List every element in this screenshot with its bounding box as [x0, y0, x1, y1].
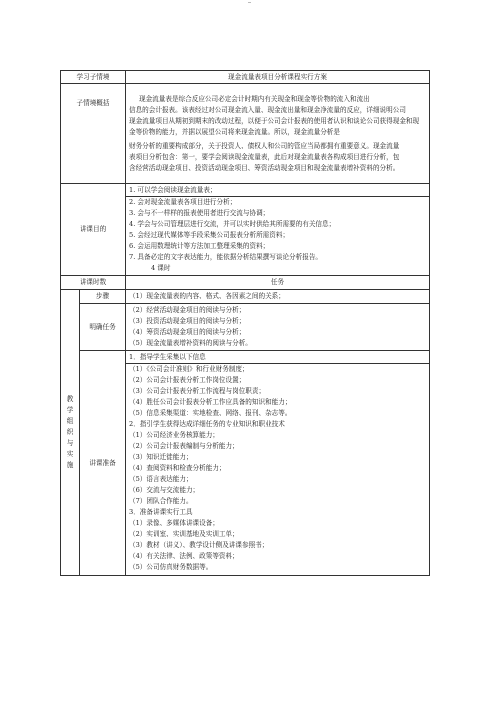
- goals-row: [61, 184, 430, 276]
- goal-item: 3. 会与不一样样的报表使用者进行交流与协调；: [129, 209, 270, 217]
- prep-item: （3）知识迁徙能力；: [129, 453, 193, 461]
- overview-line: 信息的会计报表。该表经过对公司现金流入量、现金流出量和现金净流量的反应，详细说明公司: [129, 105, 406, 114]
- steps-row: [61, 290, 430, 304]
- prep-item: （5）信息采集渠道：实地检查、网络、报刊、杂志等。: [129, 409, 292, 417]
- course-plan-table: [60, 70, 430, 576]
- goals-label: 讲课目的: [61, 184, 126, 276]
- goal-item: 7. 具备必定的文字表达能力，能依据分析结果撰写谈论分析报告。: [129, 253, 323, 261]
- hours-label: 讲课时数: [61, 276, 126, 290]
- overview-content: [126, 84, 430, 184]
- prep-item: （1）录像、多媒体讲课设备；: [129, 519, 219, 527]
- hours-row: [61, 276, 430, 290]
- overview-row: [61, 84, 430, 184]
- tasks-content: [126, 304, 430, 351]
- prep-item: （5）语言表达能力；: [129, 475, 193, 483]
- header-situation-label: 学习子情境: [61, 71, 126, 84]
- prep-item: 1．指导学生采集以下信息: [129, 353, 206, 361]
- tasks-label: 明确任务: [80, 304, 126, 351]
- prep-item: （6）交流与交流能力；: [129, 486, 200, 494]
- prep-row: [61, 351, 430, 576]
- overview-line: 现金流量项目从期初到期末的改动过程，以便于公司会计报表的使用者认识和谈论公司获得现金和现: [129, 116, 420, 125]
- goals-content: [126, 184, 430, 276]
- prep-item: （1）《公司会计准则》和行业财务制度；: [129, 365, 249, 373]
- prep-item: （4）查阅资料和检查分析能力；: [129, 464, 226, 472]
- prep-item: （7）团队合作能力。: [129, 497, 193, 505]
- prep-item: （3）教材（讲义）、教学设计侧及讲课参照书；: [129, 541, 269, 549]
- task-item: （2）经营活动现金项目的阅读与分析；: [129, 306, 246, 314]
- task-heading: 任务: [126, 276, 430, 290]
- overview-line: 现金流量表是综合反应公司必定会计时期内有关现金和现金等价物的流入和流出: [139, 94, 370, 103]
- goal-item: 6. 会运用数理统计等方法加工整理采集的资料；: [129, 242, 270, 250]
- task-item: （3）投资活动现金项目的阅读与分析；: [129, 317, 246, 325]
- overview-line: 金等价物的能力，并据以展望公司将来现金流量。所以，现金流量分析是: [129, 127, 340, 136]
- overview-line: 表项目分析包含：第一，要学会阅读现金流量表，此后对现金流量表各构成项目进行分析，包: [129, 152, 400, 161]
- goal-item: 5. 会经过现代媒体等手段采集公司报表分析所需资料；: [129, 231, 290, 239]
- task-item: （4）筹资活动现金项目的阅读与分析；: [129, 328, 246, 336]
- task-item: （5）现金流量表增补资料的阅读与分析。: [129, 339, 252, 347]
- goal-item: 4. 学会与公司管理层进行交流，并可以实时供给其所需要的有关信息；: [129, 220, 336, 228]
- goal-item: 2. 会对现金流量表各项目进行分析；: [129, 198, 237, 206]
- prep-item: （4）有关法律、法例、政策等资料；: [129, 552, 239, 560]
- prep-item: 2．指引学生获得达成详细任务的专业知识和职业技术: [129, 420, 285, 428]
- goal-item: 1. 可以学会阅读现金流量表；: [129, 186, 217, 194]
- prep-content: [126, 351, 430, 576]
- prep-item: （2）公司会计报表分析工作岗位设置；: [129, 376, 246, 384]
- prep-item: （4）胜任公司会计报表分析工作应具备的知识和能力；: [129, 398, 292, 406]
- prep-item: 3．准备讲课实行工具: [129, 508, 193, 516]
- prep-item: （5）公司仿真财务数据等。: [129, 563, 213, 571]
- header-row: [61, 71, 430, 84]
- org-label: 教 学 组 织 与 实 施: [61, 290, 80, 576]
- steps-content: （1）现金流量表的内容、格式、各因素之间的关系；: [126, 290, 430, 304]
- prep-item: （3）公司会计报表分析工作流程与岗位职责；: [129, 387, 266, 395]
- steps-label: 步骤: [80, 290, 126, 304]
- tasks-row: [61, 304, 430, 351]
- overview-line: 财务分析的重要构成部分，关于投资人、债权人和公司的管应当局都拥有重要意义。现金流量: [129, 141, 400, 150]
- prep-label: 讲课准备: [80, 351, 126, 576]
- overview-label: 子情境概括: [61, 84, 126, 184]
- prep-item: （2）公司会计报表编制与分析能力；: [129, 442, 239, 450]
- top-mark: [248, 2, 251, 3]
- prep-item: （1）公司经济业务核算能力；: [129, 431, 219, 439]
- hours-value: 4 课时: [151, 264, 171, 272]
- header-plan-title: 现金流量表项目分析课程实行方案: [126, 71, 430, 84]
- prep-item: （2）实训室、实训基地及实训工单；: [129, 530, 239, 538]
- overview-line: 含经营活动现金项目、投资活动现金项目、筹资活动现金项目和现金流量表增补资料的分析。: [129, 163, 400, 172]
